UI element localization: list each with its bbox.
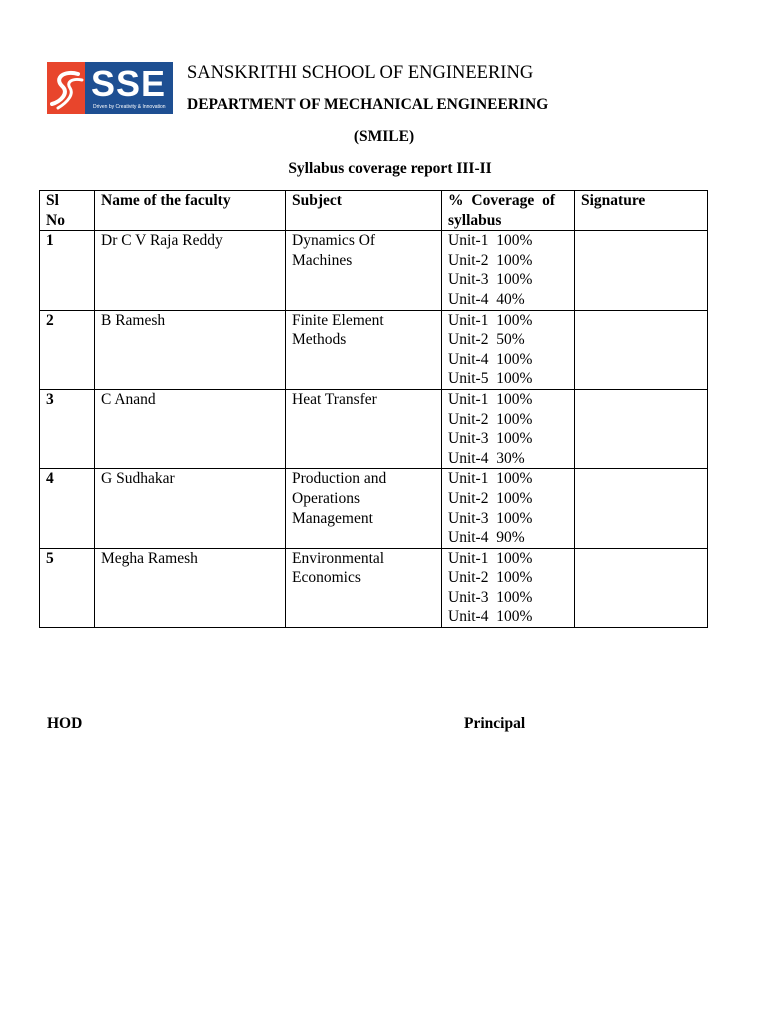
unit-coverage: Unit-2 100% [448, 251, 533, 269]
cell-sl: 3 [40, 389, 95, 468]
header-faculty: Name of the faculty [95, 191, 286, 231]
table-row [40, 469, 708, 548]
unit-coverage: Unit-2 100% [448, 569, 533, 587]
coverage-table [39, 190, 708, 628]
unit-coverage: Unit-2 50% [448, 331, 525, 349]
unit-coverage: Unit-4 30% [448, 449, 525, 467]
school-name: SANSKRITHI SCHOOL OF ENGINEERING [187, 63, 534, 83]
cell-coverage [442, 231, 575, 310]
unit-coverage: Unit-4 100% [448, 350, 533, 368]
unit-coverage: Unit-1 100% [448, 311, 533, 329]
header-signature: Signature [575, 191, 708, 231]
unit-coverage: Unit-4 40% [448, 290, 525, 308]
unit-coverage: Unit-1 100% [448, 232, 533, 250]
cell-subject: Production and Operations Management [286, 469, 442, 548]
hod-label: HOD [47, 715, 83, 732]
cell-sl: 4 [40, 469, 95, 548]
cell-coverage [442, 310, 575, 389]
cell-faculty: G Sudhakar [95, 469, 286, 548]
table-row [40, 548, 708, 627]
header-sl-no [40, 191, 95, 231]
unit-coverage: Unit-1 100% [448, 470, 533, 488]
unit-coverage: Unit-4 90% [448, 529, 525, 547]
department-name: DEPARTMENT OF MECHANICAL ENGINEERING [187, 96, 549, 113]
table-row [40, 389, 708, 468]
header-coverage-line1: % Coverage of [448, 192, 555, 209]
cell-subject: Finite Element Methods [286, 310, 442, 389]
unit-coverage: Unit-5 100% [448, 370, 533, 388]
header-coverage [442, 191, 575, 231]
unit-coverage: Unit-3 100% [448, 271, 533, 289]
unit-coverage: Unit-3 100% [448, 430, 533, 448]
cell-signature [575, 310, 708, 389]
cell-signature [575, 548, 708, 627]
unit-coverage: Unit-3 100% [448, 588, 533, 606]
cell-signature [575, 469, 708, 548]
cell-signature [575, 389, 708, 468]
unit-coverage: Unit-1 100% [448, 390, 533, 408]
unit-coverage: Unit-2 100% [448, 410, 533, 428]
logo-tagline: Driven by Creativity & Innovation [93, 104, 166, 110]
report-title: Syllabus coverage report III-II [288, 160, 492, 177]
logo-swoosh-icon [50, 68, 84, 110]
cell-faculty: B Ramesh [95, 310, 286, 389]
header-coverage-line2: syllabus [448, 211, 502, 229]
cell-sl: 5 [40, 548, 95, 627]
table-header-row [40, 191, 708, 231]
cell-signature [575, 231, 708, 310]
header-sl-line2: No [46, 211, 65, 229]
header-subject: Subject [286, 191, 442, 231]
cell-sl: 2 [40, 310, 95, 389]
principal-label: Principal [464, 715, 526, 732]
header-sl-line1: Sl [46, 192, 59, 209]
table-row [40, 310, 708, 389]
unit-coverage: Unit-4 100% [448, 608, 533, 626]
cell-faculty: Megha Ramesh [95, 548, 286, 627]
logo-letters: SSE [91, 63, 167, 104]
sse-logo [47, 62, 173, 114]
cell-coverage [442, 389, 575, 468]
program-name: (SMILE) [353, 128, 415, 145]
cell-faculty: Dr C V Raja Reddy [95, 231, 286, 310]
table-row [40, 231, 708, 310]
unit-coverage: Unit-1 100% [448, 549, 533, 567]
cell-sl: 1 [40, 231, 95, 310]
unit-coverage: Unit-2 100% [448, 489, 533, 507]
cell-subject: Heat Transfer [286, 389, 442, 468]
unit-coverage: Unit-3 100% [448, 509, 533, 527]
cell-subject: Environmental Economics [286, 548, 442, 627]
cell-coverage [442, 548, 575, 627]
cell-faculty: C Anand [95, 389, 286, 468]
cell-coverage [442, 469, 575, 548]
cell-subject: Dynamics Of Machines [286, 231, 442, 310]
